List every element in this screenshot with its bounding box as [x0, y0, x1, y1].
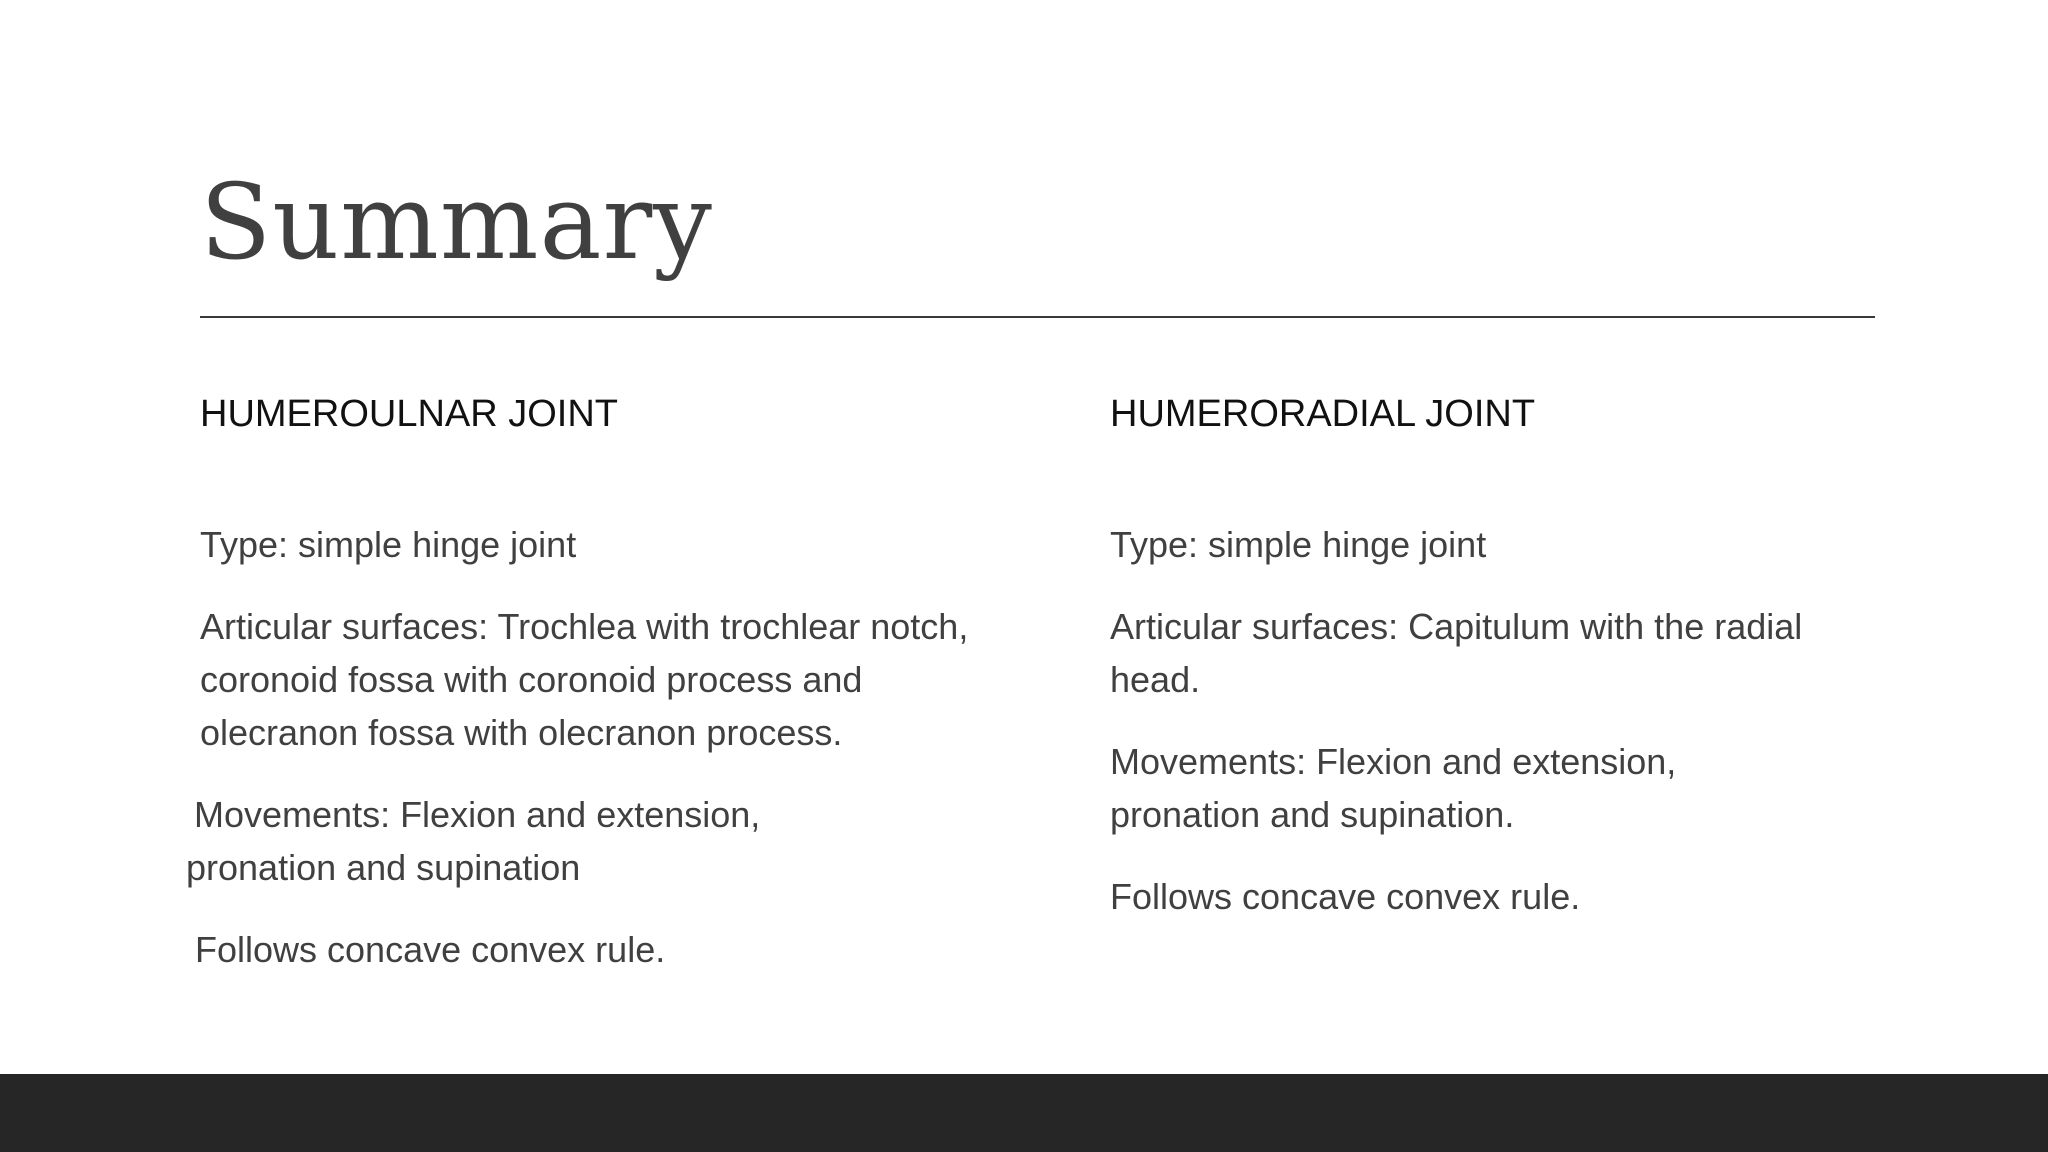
humeroulnar-movements: Movements: Flexion and extension, pronation and supination — [186, 794, 761, 888]
humeroradial-heading: HUMERORADIAL JOINT — [1110, 393, 1536, 435]
humeroradial-type: Type: simple hinge joint — [1110, 524, 1487, 565]
title-divider — [200, 316, 1875, 318]
humeroulnar-column — [186, 388, 980, 1005]
humeroradial-movements: Movements: Flexion and extension, pronation and supination. — [1110, 741, 1677, 835]
humeroulnar-rule: Follows concave convex rule. — [195, 929, 666, 970]
humeroulnar-heading: HUMEROULNAR JOINT — [200, 393, 619, 435]
humeroradial-articular-surfaces: Articular surfaces: Capitulum with the radial head. — [1110, 606, 1803, 700]
humeroradial-column — [1110, 388, 1890, 952]
footer-bar — [0, 1074, 2048, 1152]
slide-title: Summary — [200, 161, 713, 283]
humeroulnar-type: Type: simple hinge joint — [200, 524, 577, 565]
humeroulnar-articular-surfaces: Articular surfaces: Trochlea with trochlear notch, coronoid fossa with coronoid process and olecranon fossa with olecranon process. — [200, 606, 969, 753]
humeroradial-rule: Follows concave convex rule. — [1110, 876, 1581, 917]
